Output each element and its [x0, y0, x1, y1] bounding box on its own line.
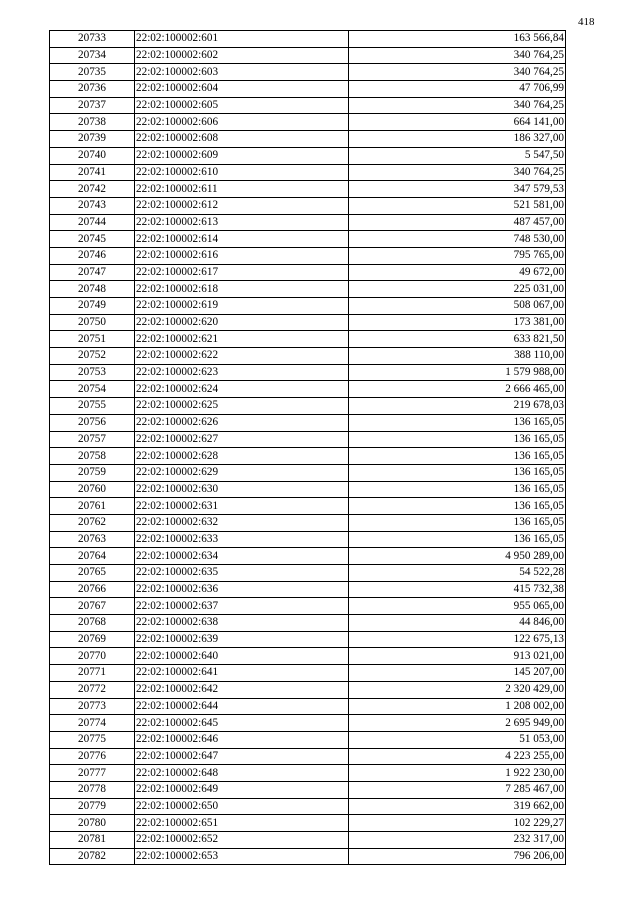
cadastral-value-cell: 415 732,38 [349, 581, 566, 598]
table-row [50, 448, 566, 465]
row-number-cell: 20780 [50, 815, 135, 832]
cadastral-value-cell: 340 764,25 [349, 47, 566, 64]
cadastral-value-cell: 102 229,27 [349, 815, 566, 832]
cadastral-value-cell: 219 678,03 [349, 398, 566, 415]
table-row [50, 698, 566, 715]
table-row [50, 414, 566, 431]
cadastral-value-cell: 51 053,00 [349, 731, 566, 748]
cadastral-value-cell: 748 530,00 [349, 231, 566, 248]
cadastral-value-cell: 173 381,00 [349, 314, 566, 331]
table-row [50, 798, 566, 815]
table-row [50, 264, 566, 281]
table-row [50, 348, 566, 365]
cadastral-value-cell: 633 821,50 [349, 331, 566, 348]
cadastral-number-cell: 22:02:100002:652 [135, 832, 349, 849]
row-number-cell: 20751 [50, 331, 135, 348]
table-row [50, 464, 566, 481]
cadastral-number-cell: 22:02:100002:625 [135, 398, 349, 415]
table-row [50, 481, 566, 498]
table-row [50, 231, 566, 248]
table-row [50, 47, 566, 64]
row-number-cell: 20738 [50, 114, 135, 131]
table-row [50, 731, 566, 748]
row-number-cell: 20748 [50, 281, 135, 298]
cadastral-number-cell: 22:02:100002:647 [135, 748, 349, 765]
table-row [50, 598, 566, 615]
cadastral-number-cell: 22:02:100002:617 [135, 264, 349, 281]
row-number-cell: 20774 [50, 715, 135, 732]
cadastral-value-cell: 1 579 988,00 [349, 364, 566, 381]
row-number-cell: 20769 [50, 631, 135, 648]
table-row [50, 648, 566, 665]
table-row [50, 97, 566, 114]
row-number-cell: 20776 [50, 748, 135, 765]
cadastral-number-cell: 22:02:100002:620 [135, 314, 349, 331]
table-row [50, 615, 566, 632]
page-number: 418 [578, 16, 595, 28]
table-row [50, 364, 566, 381]
row-number-cell: 20763 [50, 531, 135, 548]
cadastral-number-cell: 22:02:100002:626 [135, 414, 349, 431]
cadastral-value-cell: 5 547,50 [349, 147, 566, 164]
table-row [50, 398, 566, 415]
cadastral-value-cell: 136 165,05 [349, 498, 566, 515]
row-number-cell: 20756 [50, 414, 135, 431]
table-row [50, 498, 566, 515]
table-row [50, 431, 566, 448]
row-number-cell: 20765 [50, 565, 135, 582]
cadastral-value-cell: 44 846,00 [349, 615, 566, 632]
cadastral-number-cell: 22:02:100002:644 [135, 698, 349, 715]
row-number-cell: 20745 [50, 231, 135, 248]
cadastral-number-cell: 22:02:100002:635 [135, 565, 349, 582]
table-row [50, 565, 566, 582]
cadastral-number-cell: 22:02:100002:636 [135, 581, 349, 598]
cadastral-number-cell: 22:02:100002:653 [135, 848, 349, 865]
row-number-cell: 20764 [50, 548, 135, 565]
row-number-cell: 20753 [50, 364, 135, 381]
cadastral-number-cell: 22:02:100002:602 [135, 47, 349, 64]
row-number-cell: 20761 [50, 498, 135, 515]
row-number-cell: 20744 [50, 214, 135, 231]
cadastral-number-cell: 22:02:100002:608 [135, 131, 349, 148]
cadastral-value-cell: 186 327,00 [349, 131, 566, 148]
cadastral-number-cell: 22:02:100002:618 [135, 281, 349, 298]
cadastral-number-cell: 22:02:100002:603 [135, 64, 349, 81]
table-body [50, 31, 566, 865]
cadastral-value-cell: 47 706,99 [349, 81, 566, 98]
cadastral-value-cell: 136 165,05 [349, 431, 566, 448]
cadastral-number-cell: 22:02:100002:645 [135, 715, 349, 732]
row-number-cell: 20779 [50, 798, 135, 815]
cadastral-number-cell: 22:02:100002:642 [135, 681, 349, 698]
cadastral-number-cell: 22:02:100002:629 [135, 464, 349, 481]
table-row [50, 247, 566, 264]
row-number-cell: 20743 [50, 197, 135, 214]
cadastral-value-cell: 796 206,00 [349, 848, 566, 865]
table-row [50, 548, 566, 565]
table-row [50, 298, 566, 315]
cadastral-number-cell: 22:02:100002:631 [135, 498, 349, 515]
table-row [50, 64, 566, 81]
cadastral-value-cell: 955 065,00 [349, 598, 566, 615]
cadastral-number-cell: 22:02:100002:628 [135, 448, 349, 465]
cadastral-number-cell: 22:02:100002:601 [135, 31, 349, 48]
cadastral-value-cell: 521 581,00 [349, 197, 566, 214]
cadastral-number-cell: 22:02:100002:639 [135, 631, 349, 648]
row-number-cell: 20778 [50, 781, 135, 798]
table-row [50, 147, 566, 164]
table-row [50, 281, 566, 298]
table-row [50, 781, 566, 798]
row-number-cell: 20759 [50, 464, 135, 481]
table-row [50, 581, 566, 598]
table-row [50, 81, 566, 98]
table-row [50, 715, 566, 732]
row-number-cell: 20771 [50, 665, 135, 682]
row-number-cell: 20768 [50, 615, 135, 632]
cadastral-value-cell: 7 285 467,00 [349, 781, 566, 798]
cadastral-number-cell: 22:02:100002:649 [135, 781, 349, 798]
cadastral-value-cell: 508 067,00 [349, 298, 566, 315]
cadastral-value-cell: 664 141,00 [349, 114, 566, 131]
table-row [50, 531, 566, 548]
table-row [50, 381, 566, 398]
row-number-cell: 20754 [50, 381, 135, 398]
table-row [50, 164, 566, 181]
cadastral-value-cell: 2 320 429,00 [349, 681, 566, 698]
row-number-cell: 20781 [50, 832, 135, 849]
cadastral-value-cell: 2 695 949,00 [349, 715, 566, 732]
cadastral-value-cell: 225 031,00 [349, 281, 566, 298]
row-number-cell: 20773 [50, 698, 135, 715]
cadastral-value-cell: 340 764,25 [349, 164, 566, 181]
cadastral-number-cell: 22:02:100002:611 [135, 181, 349, 198]
cadastral-number-cell: 22:02:100002:604 [135, 81, 349, 98]
cadastral-value-cell: 340 764,25 [349, 64, 566, 81]
row-number-cell: 20733 [50, 31, 135, 48]
cadastral-value-cell: 1 208 002,00 [349, 698, 566, 715]
row-number-cell: 20747 [50, 264, 135, 281]
cadastral-number-cell: 22:02:100002:616 [135, 247, 349, 264]
cadastral-number-cell: 22:02:100002:632 [135, 514, 349, 531]
cadastral-value-cell: 388 110,00 [349, 348, 566, 365]
table-row [50, 197, 566, 214]
table-row [50, 114, 566, 131]
table-row [50, 131, 566, 148]
row-number-cell: 20740 [50, 147, 135, 164]
row-number-cell: 20782 [50, 848, 135, 865]
table-row [50, 314, 566, 331]
table-row [50, 832, 566, 849]
cadastral-number-cell: 22:02:100002:650 [135, 798, 349, 815]
cadastral-number-cell: 22:02:100002:640 [135, 648, 349, 665]
cadastral-number-cell: 22:02:100002:612 [135, 197, 349, 214]
table-row [50, 631, 566, 648]
cadastral-number-cell: 22:02:100002:605 [135, 97, 349, 114]
cadastral-number-cell: 22:02:100002:651 [135, 815, 349, 832]
cadastral-value-cell: 145 207,00 [349, 665, 566, 682]
table-row [50, 815, 566, 832]
cadastral-value-cell: 54 522,28 [349, 565, 566, 582]
cadastral-value-cell: 913 021,00 [349, 648, 566, 665]
cadastral-value-cell: 340 764,25 [349, 97, 566, 114]
cadastral-value-cell: 4 950 289,00 [349, 548, 566, 565]
row-number-cell: 20752 [50, 348, 135, 365]
table-row [50, 514, 566, 531]
cadastral-value-cell: 487 457,00 [349, 214, 566, 231]
row-number-cell: 20746 [50, 247, 135, 264]
cadastral-number-cell: 22:02:100002:633 [135, 531, 349, 548]
table-row [50, 214, 566, 231]
row-number-cell: 20749 [50, 298, 135, 315]
cadastral-value-cell: 122 675,13 [349, 631, 566, 648]
row-number-cell: 20762 [50, 514, 135, 531]
table-row [50, 748, 566, 765]
row-number-cell: 20757 [50, 431, 135, 448]
cadastral-number-cell: 22:02:100002:614 [135, 231, 349, 248]
cadastral-value-cell: 232 317,00 [349, 832, 566, 849]
row-number-cell: 20734 [50, 47, 135, 64]
cadastral-number-cell: 22:02:100002:610 [135, 164, 349, 181]
cadastral-number-cell: 22:02:100002:641 [135, 665, 349, 682]
row-number-cell: 20758 [50, 448, 135, 465]
row-number-cell: 20739 [50, 131, 135, 148]
cadastral-value-cell: 163 566,84 [349, 31, 566, 48]
table-row [50, 765, 566, 782]
cadastral-number-cell: 22:02:100002:624 [135, 381, 349, 398]
cadastral-value-cell: 136 165,05 [349, 514, 566, 531]
cadastral-number-cell: 22:02:100002:623 [135, 364, 349, 381]
cadastral-value-cell: 1 922 230,00 [349, 765, 566, 782]
table-row [50, 31, 566, 48]
cadastral-number-cell: 22:02:100002:637 [135, 598, 349, 615]
cadastral-number-cell: 22:02:100002:627 [135, 431, 349, 448]
row-number-cell: 20741 [50, 164, 135, 181]
table-row [50, 848, 566, 865]
row-number-cell: 20760 [50, 481, 135, 498]
row-number-cell: 20750 [50, 314, 135, 331]
row-number-cell: 20777 [50, 765, 135, 782]
table-row [50, 681, 566, 698]
cadastral-number-cell: 22:02:100002:622 [135, 348, 349, 365]
row-number-cell: 20766 [50, 581, 135, 598]
cadastral-number-cell: 22:02:100002:638 [135, 615, 349, 632]
row-number-cell: 20775 [50, 731, 135, 748]
cadastral-value-cell: 136 165,05 [349, 448, 566, 465]
row-number-cell: 20737 [50, 97, 135, 114]
cadastral-number-cell: 22:02:100002:609 [135, 147, 349, 164]
table-row [50, 331, 566, 348]
cadastral-value-cell: 347 579,53 [349, 181, 566, 198]
table-row [50, 665, 566, 682]
cadastral-value-cell: 136 165,05 [349, 481, 566, 498]
cadastral-number-cell: 22:02:100002:619 [135, 298, 349, 315]
cadastral-value-cell: 319 662,00 [349, 798, 566, 815]
cadastral-value-cell: 795 765,00 [349, 247, 566, 264]
cadastral-number-cell: 22:02:100002:606 [135, 114, 349, 131]
cadastral-value-cell: 136 165,05 [349, 531, 566, 548]
cadastral-number-cell: 22:02:100002:613 [135, 214, 349, 231]
row-number-cell: 20736 [50, 81, 135, 98]
row-number-cell: 20742 [50, 181, 135, 198]
cadastral-number-cell: 22:02:100002:646 [135, 731, 349, 748]
cadastral-value-cell: 49 672,00 [349, 264, 566, 281]
cadastral-value-cell: 136 165,05 [349, 414, 566, 431]
cadastral-number-cell: 22:02:100002:648 [135, 765, 349, 782]
cadastral-value-cell: 2 666 465,00 [349, 381, 566, 398]
row-number-cell: 20772 [50, 681, 135, 698]
row-number-cell: 20767 [50, 598, 135, 615]
cadastral-number-cell: 22:02:100002:630 [135, 481, 349, 498]
row-number-cell: 20770 [50, 648, 135, 665]
cadastral-value-cell: 136 165,05 [349, 464, 566, 481]
row-number-cell: 20755 [50, 398, 135, 415]
data-table [49, 30, 566, 865]
cadastral-value-cell: 4 223 255,00 [349, 748, 566, 765]
row-number-cell: 20735 [50, 64, 135, 81]
cadastral-number-cell: 22:02:100002:621 [135, 331, 349, 348]
table-row [50, 181, 566, 198]
cadastral-number-cell: 22:02:100002:634 [135, 548, 349, 565]
